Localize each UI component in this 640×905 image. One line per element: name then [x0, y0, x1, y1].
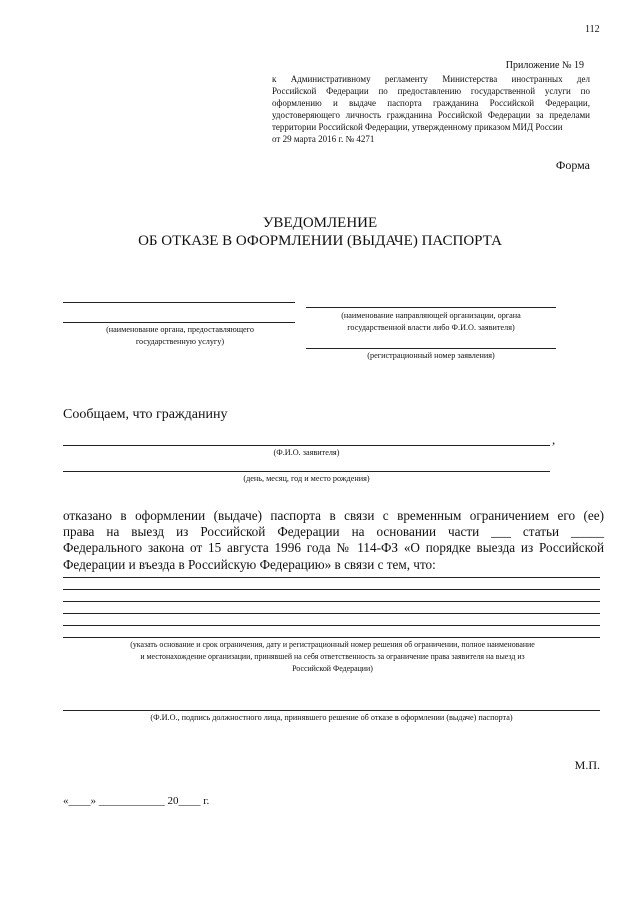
official-signature-caption: (Ф.И.О., подпись должностного лица, принявшего решение об отказе в оформлении (выдаче) паспорта)	[150, 713, 513, 722]
heading-line-2: ОБ ОТКАЗЕ В ОФОРМЛЕНИИ (ВЫДАЧЕ) ПАСПОРТА	[138, 233, 502, 249]
paragraph-line: Федерального закона от 15 августа 1996 года № 114-ФЗ «О порядке выезда из Российской	[63, 540, 604, 556]
issuing-org-line-2[interactable]	[63, 322, 295, 323]
registration-number-caption: (регистрационный номер заявления)	[367, 351, 495, 360]
stamp-label: М.П.	[574, 758, 600, 772]
reason-line-4[interactable]	[63, 613, 600, 614]
refusal-paragraph	[63, 508, 604, 573]
appendix-line: территории Российской Федерации, утвержденному приказом МИД России	[272, 122, 563, 132]
caption-line: (наименование органа, предоставляющего	[106, 325, 254, 334]
applicant-fio-caption: (Ф.И.О. заявителя)	[273, 448, 340, 457]
caption-line: (наименование направляющей организации, органа	[341, 311, 521, 320]
appendix-text	[272, 73, 590, 145]
intro-text: Сообщаем, что гражданину	[63, 407, 228, 422]
reason-line-2[interactable]	[63, 589, 600, 590]
caption-line: и местонахождение организации, принявшей на себя ответственность за ограничение права заявителя на выезд из	[140, 652, 525, 661]
official-signature-line[interactable]	[63, 710, 600, 711]
birth-data-line[interactable]	[63, 471, 550, 472]
reason-line-3[interactable]	[63, 601, 600, 602]
applicant-fio-line[interactable]	[63, 445, 550, 446]
registration-number-line[interactable]	[306, 348, 556, 349]
issuing-org-line-1[interactable]	[63, 302, 295, 303]
birth-data-caption: (день, месяц, год и место рождения)	[243, 474, 370, 483]
caption-line: государственной власти либо Ф.И.О. заявителя)	[347, 323, 515, 332]
appendix-line: к Административному регламенту Министерства иностранных дел	[272, 74, 590, 84]
reason-caption	[60, 639, 605, 675]
form-label: Форма	[555, 158, 590, 172]
appendix-line: оформлению и выдаче паспорта гражданина Российской Федерации,	[272, 98, 590, 108]
paragraph-line: права на выезд из Российской Федерации на основании части ___ статьи _____	[63, 524, 604, 540]
sender-org-caption	[300, 310, 562, 334]
reason-line-6[interactable]	[63, 637, 600, 638]
date-line[interactable]: «____» ____________ 20____ г.	[63, 795, 210, 807]
appendix-line: удостоверяющего личность гражданина Российской Федерации за пределами	[272, 110, 590, 120]
paragraph-line: Федерации и въезда в Российскую Федерацию» в связи с тем, что:	[63, 556, 436, 572]
page-number: 112	[585, 24, 600, 35]
document-heading	[0, 214, 640, 250]
applicant-fio-comma: ,	[552, 432, 556, 447]
appendix-line: Российской Федерации по предоставлению государственной услуги по	[272, 86, 590, 96]
appendix-title: Приложение № 19	[505, 60, 584, 71]
sender-org-line[interactable]	[306, 307, 556, 308]
issuing-org-caption	[60, 324, 300, 348]
appendix-line: от 29 марта 2016 г. № 4271	[272, 134, 375, 144]
caption-line: (указать основание и срок ограничения, дату и регистрационный номер решения об ограничении, полное наименование	[130, 640, 535, 649]
reason-line-1[interactable]	[63, 577, 600, 578]
paragraph-line: отказано в оформлении (выдаче) паспорта в связи с временным ограничением его (ее)	[63, 508, 604, 523]
reason-line-5[interactable]	[63, 625, 600, 626]
caption-line: Российской Федерации)	[292, 664, 373, 673]
heading-line-1: УВЕДОМЛЕНИЕ	[262, 215, 378, 231]
caption-line: государственную услугу)	[135, 337, 225, 346]
